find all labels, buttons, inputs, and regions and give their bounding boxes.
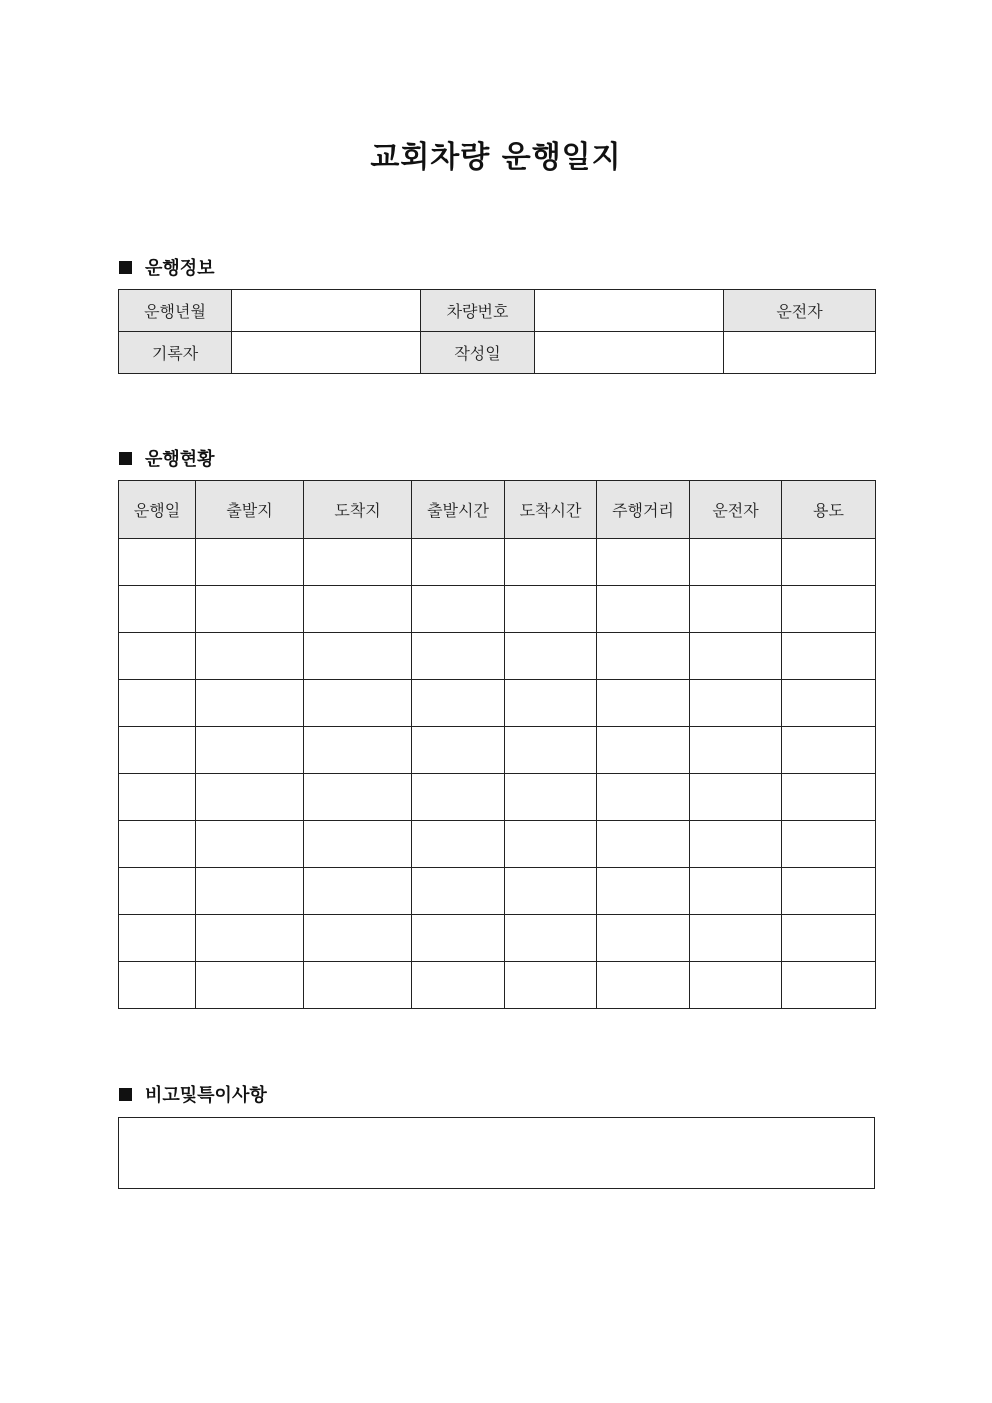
cell-date[interactable] xyxy=(119,727,196,774)
cell-distance[interactable] xyxy=(597,962,690,1009)
column-header-distance: 주행거리 xyxy=(597,481,690,539)
cell-driver[interactable] xyxy=(690,915,782,962)
cell-purpose[interactable] xyxy=(782,821,876,868)
cell-departure[interactable] xyxy=(196,868,304,915)
cell-date[interactable] xyxy=(119,915,196,962)
column-header-date: 운행일 xyxy=(119,481,196,539)
cell-purpose[interactable] xyxy=(782,539,876,586)
cell-arrival-time[interactable] xyxy=(505,633,597,680)
info-row xyxy=(119,332,876,374)
table-row xyxy=(119,915,876,962)
cell-destination[interactable] xyxy=(304,680,412,727)
cell-destination[interactable] xyxy=(304,774,412,821)
cell-destination[interactable] xyxy=(304,868,412,915)
cell-arrival-time[interactable] xyxy=(505,774,597,821)
black-square-icon xyxy=(119,452,132,465)
cell-purpose[interactable] xyxy=(782,633,876,680)
cell-date[interactable] xyxy=(119,821,196,868)
cell-destination[interactable] xyxy=(304,962,412,1009)
cell-destination[interactable] xyxy=(304,586,412,633)
table-row xyxy=(119,962,876,1009)
cell-arrival-time[interactable] xyxy=(505,868,597,915)
black-square-icon xyxy=(119,1088,132,1101)
cell-arrival-time[interactable] xyxy=(505,821,597,868)
cell-date[interactable] xyxy=(119,633,196,680)
cell-departure-time[interactable] xyxy=(412,633,505,680)
section-heading-info xyxy=(119,254,215,280)
recorder-label: 기록자 xyxy=(119,332,232,374)
cell-departure[interactable] xyxy=(196,727,304,774)
cell-driver[interactable] xyxy=(690,727,782,774)
cell-departure[interactable] xyxy=(196,774,304,821)
info-table xyxy=(118,289,876,374)
cell-driver[interactable] xyxy=(690,962,782,1009)
cell-driver[interactable] xyxy=(690,868,782,915)
cell-departure-time[interactable] xyxy=(412,915,505,962)
column-header-destination: 도착지 xyxy=(304,481,412,539)
cell-driver[interactable] xyxy=(690,633,782,680)
column-header-departure: 출발지 xyxy=(196,481,304,539)
cell-departure-time[interactable] xyxy=(412,680,505,727)
page-title: 교회차량 운행일지 xyxy=(370,140,622,175)
cell-arrival-time[interactable] xyxy=(505,915,597,962)
cell-driver[interactable] xyxy=(690,539,782,586)
cell-arrival-time[interactable] xyxy=(505,962,597,1009)
cell-date[interactable] xyxy=(119,680,196,727)
column-header-driver: 운전자 xyxy=(690,481,782,539)
cell-departure-time[interactable] xyxy=(412,539,505,586)
table-row xyxy=(119,868,876,915)
table-row xyxy=(119,680,876,727)
cell-departure-time[interactable] xyxy=(412,868,505,915)
section-heading-log-label: 운행현황 xyxy=(145,449,215,470)
driver-label: 운전자 xyxy=(724,290,876,332)
cell-departure-time[interactable] xyxy=(412,962,505,1009)
cell-distance[interactable] xyxy=(597,586,690,633)
log-table xyxy=(118,480,876,1009)
vehicle-number-label: 차량번호 xyxy=(421,290,535,332)
section-heading-remarks xyxy=(119,1081,267,1107)
cell-destination[interactable] xyxy=(304,727,412,774)
cell-arrival-time[interactable] xyxy=(505,539,597,586)
section-heading-remarks-label: 비고및특이사항 xyxy=(145,1085,267,1106)
section-heading-log xyxy=(119,445,215,471)
cell-departure[interactable] xyxy=(196,962,304,1009)
remarks-field[interactable] xyxy=(118,1117,875,1189)
recorder-field[interactable] xyxy=(232,332,421,374)
section-heading-info-label: 운행정보 xyxy=(145,258,215,279)
cell-distance[interactable] xyxy=(597,868,690,915)
cell-distance[interactable] xyxy=(597,633,690,680)
written-date-label: 작성일 xyxy=(421,332,535,374)
cell-date[interactable] xyxy=(119,962,196,1009)
vehicle-number-field[interactable] xyxy=(535,290,724,332)
cell-date[interactable] xyxy=(119,868,196,915)
cell-arrival-time[interactable] xyxy=(505,680,597,727)
table-row xyxy=(119,633,876,680)
cell-distance[interactable] xyxy=(597,821,690,868)
cell-distance[interactable] xyxy=(597,774,690,821)
table-row xyxy=(119,821,876,868)
cell-distance[interactable] xyxy=(597,680,690,727)
table-row xyxy=(119,539,876,586)
cell-departure[interactable] xyxy=(196,915,304,962)
cell-purpose[interactable] xyxy=(782,727,876,774)
operation-month-label: 운행년월 xyxy=(119,290,232,332)
cell-departure-time[interactable] xyxy=(412,774,505,821)
column-header-arrival-time: 도착시간 xyxy=(505,481,597,539)
cell-departure-time[interactable] xyxy=(412,727,505,774)
cell-purpose[interactable] xyxy=(782,586,876,633)
cell-arrival-time[interactable] xyxy=(505,727,597,774)
cell-date[interactable] xyxy=(119,774,196,821)
operation-month-field[interactable] xyxy=(232,290,421,332)
cell-departure[interactable] xyxy=(196,680,304,727)
written-date-field[interactable] xyxy=(535,332,724,374)
cell-departure[interactable] xyxy=(196,586,304,633)
cell-date[interactable] xyxy=(119,539,196,586)
cell-departure[interactable] xyxy=(196,821,304,868)
log-header-row xyxy=(119,481,876,539)
table-row xyxy=(119,586,876,633)
cell-destination[interactable] xyxy=(304,633,412,680)
cell-destination[interactable] xyxy=(304,821,412,868)
cell-driver[interactable] xyxy=(690,774,782,821)
cell-destination[interactable] xyxy=(304,539,412,586)
cell-purpose[interactable] xyxy=(782,680,876,727)
cell-driver[interactable] xyxy=(690,821,782,868)
cell-driver[interactable] xyxy=(690,680,782,727)
column-header-purpose: 용도 xyxy=(782,481,876,539)
cell-driver[interactable] xyxy=(690,586,782,633)
driver-field[interactable] xyxy=(724,332,876,374)
cell-destination[interactable] xyxy=(304,915,412,962)
info-row xyxy=(119,290,876,332)
column-header-departure-time: 출발시간 xyxy=(412,481,505,539)
cell-purpose[interactable] xyxy=(782,915,876,962)
table-row xyxy=(119,774,876,821)
cell-departure-time[interactable] xyxy=(412,821,505,868)
black-square-icon xyxy=(119,261,132,274)
cell-date[interactable] xyxy=(119,586,196,633)
cell-departure[interactable] xyxy=(196,539,304,586)
cell-distance[interactable] xyxy=(597,539,690,586)
cell-purpose[interactable] xyxy=(782,868,876,915)
cell-distance[interactable] xyxy=(597,915,690,962)
cell-arrival-time[interactable] xyxy=(505,586,597,633)
cell-departure-time[interactable] xyxy=(412,586,505,633)
table-row xyxy=(119,727,876,774)
cell-distance[interactable] xyxy=(597,727,690,774)
cell-purpose[interactable] xyxy=(782,774,876,821)
cell-departure[interactable] xyxy=(196,633,304,680)
cell-purpose[interactable] xyxy=(782,962,876,1009)
